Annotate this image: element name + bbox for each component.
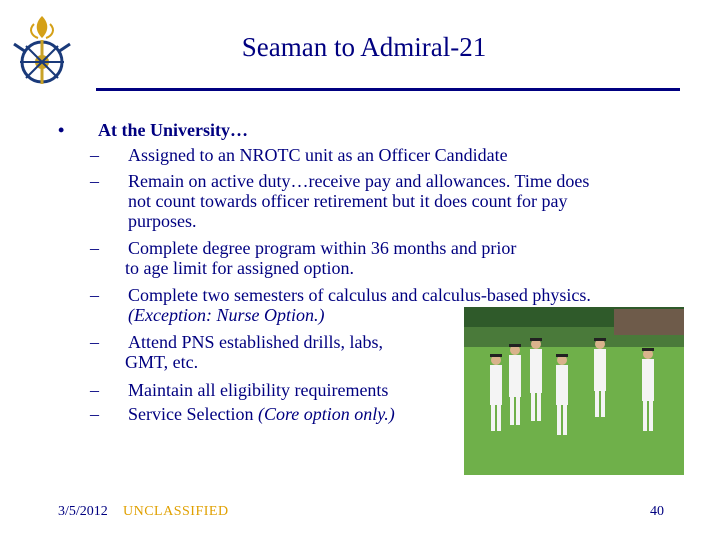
dash-marker: – <box>90 332 99 352</box>
dash-marker: – <box>90 171 99 191</box>
list-item-text: Complete two semesters of calculus and calculus-based physics. (Exception: Nurse Option.) <box>128 285 591 325</box>
list-item-text: Service Selection (Core option only.) <box>128 404 395 424</box>
dash-marker: – <box>90 145 99 165</box>
list-item-text: Attend PNS established drills, labs, GMT, etc. <box>125 332 383 372</box>
title-divider <box>96 88 680 91</box>
list-item-text: Maintain all eligibility requirements <box>128 380 389 400</box>
dash-marker: – <box>90 404 99 424</box>
officer-candidates-photo <box>464 307 684 475</box>
list-item-text: Complete degree program within 36 months and prior to age limit for assigned option. <box>125 238 517 278</box>
classification-label: UNCLASSIFIED <box>123 504 229 519</box>
list-item-text: Remain on active duty…receive pay and allowances. Time does not count towards officer retirement but it does count for pay purposes. <box>128 171 590 231</box>
dash-marker: – <box>90 285 99 305</box>
dash-marker: – <box>90 380 99 400</box>
bullet-marker: • <box>58 120 65 140</box>
slide-title: Seaman to Admiral-21 <box>241 32 487 62</box>
dash-marker: – <box>90 238 99 258</box>
footer-date: 3/5/2012 <box>58 504 108 519</box>
page-number: 40 <box>650 504 664 519</box>
section-heading: At the University… <box>98 120 248 140</box>
list-item-text: Assigned to an NROTC unit as an Officer Candidate <box>128 145 508 165</box>
